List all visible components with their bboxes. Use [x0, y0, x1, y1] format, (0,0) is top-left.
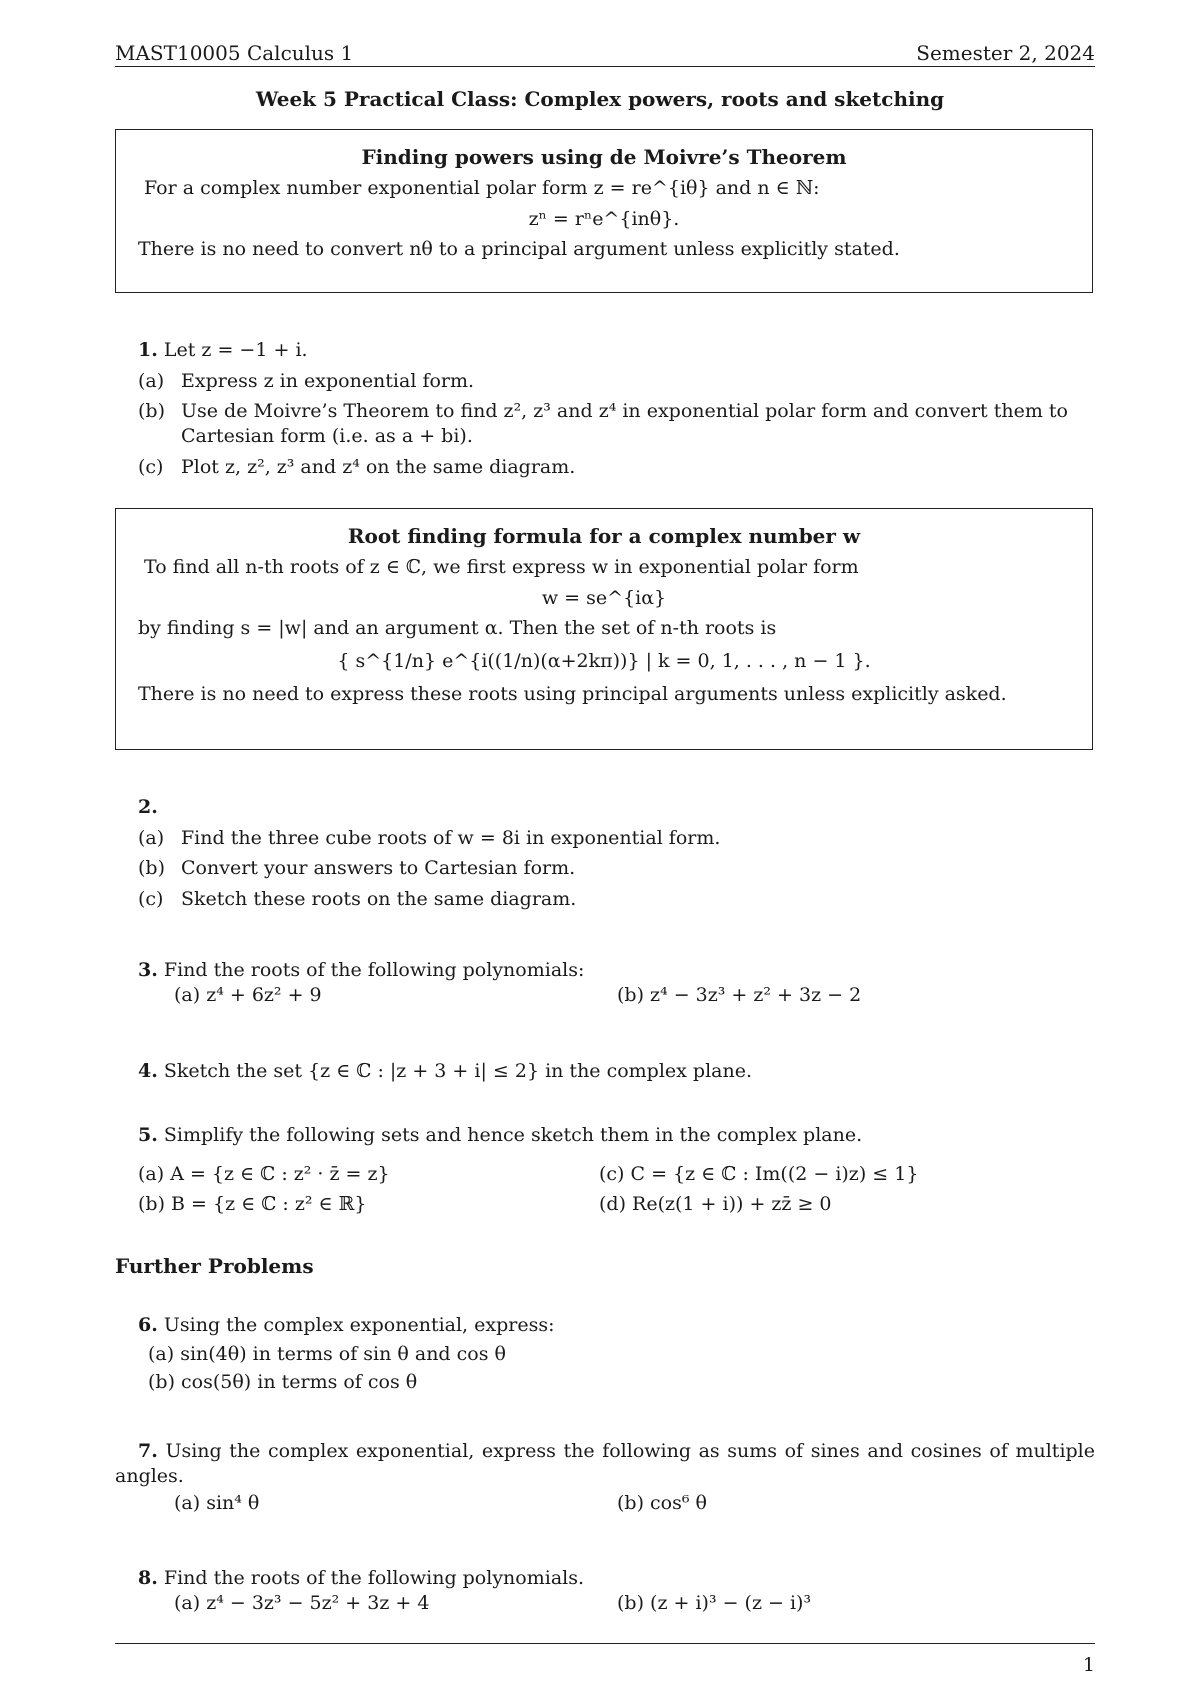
page-number: 1 — [1082, 1654, 1095, 1676]
q2-b-label: (b) — [138, 857, 165, 880]
box2-title: Root finding formula for a complex number w — [347, 524, 861, 548]
box1-title: Finding powers using de Moivre’s Theorem — [361, 145, 847, 169]
q6-part-b: (b) cos(5θ) in terms of cos θ — [148, 1371, 418, 1394]
q1-part-b — [138, 399, 1098, 448]
q8-number: 8. — [138, 1567, 158, 1589]
q8-part-b: (b) (z + i)³ − (z − i)³ — [617, 1591, 812, 1614]
q1-number: 1. — [138, 339, 158, 361]
question-2 — [138, 795, 1098, 912]
q3-part-b: (b) z⁴ − 3z³ + z² + 3z − 2 — [617, 983, 862, 1006]
q1-part-a — [138, 369, 1098, 394]
q2-part-a — [138, 826, 1098, 851]
q2-c-label: (c) — [138, 888, 164, 911]
q5-intro: Simplify the following sets and hence sketch them in the complex plane. — [163, 1124, 863, 1146]
q5-part-b: (b) B = {z ∈ ℂ : z² ∈ ℝ} — [138, 1193, 367, 1216]
q7-parts — [174, 1491, 1060, 1516]
course-code: MAST10005 Calculus 1 — [115, 41, 354, 65]
q1-b-label: (b) — [138, 400, 165, 423]
q1-a-text: Express z in exponential form. — [181, 369, 475, 392]
box1-line1: For a complex number exponential polar form z = re^{iθ} and n ∈ ℕ: — [144, 177, 820, 199]
box2-line2: by finding s = |w| and an argument α. Then the set of n-th roots is — [138, 617, 777, 640]
q8-parts — [174, 1591, 1098, 1616]
q5-part-a: (a) A = {z ∈ ℂ : z² · z̄ = z} — [138, 1162, 390, 1185]
root-finding-box — [115, 508, 1093, 750]
page-title: Week 5 Practical Class: Complex powers, roots and sketching — [255, 87, 945, 111]
q5-number: 5. — [138, 1124, 158, 1146]
question-3 — [138, 958, 1098, 1007]
box2-formula2: { s^{1/n} e^{i((1/n)(α+2kπ))} | k = 0, 1, . . . , n − 1 }. — [337, 650, 871, 673]
q6-intro: Using the complex exponential, express: — [163, 1314, 555, 1336]
q1-c-label: (c) — [138, 455, 164, 478]
q8-part-a: (a) z⁴ − 3z³ − 5z² + 3z + 4 — [174, 1591, 430, 1614]
box1-formula: zⁿ = rⁿe^{inθ}. — [528, 207, 680, 230]
q1-a-label: (a) — [138, 369, 165, 392]
question-7 — [115, 1439, 1095, 1488]
q4-number: 4. — [138, 1060, 158, 1082]
q7-part-b: (b) cos⁶ θ — [617, 1492, 707, 1514]
q3-number: 3. — [138, 959, 158, 981]
q2-number: 2. — [138, 796, 158, 818]
q5-part-c: (c) C = {z ∈ ℂ : Im((2 − i)z) ≤ 1} — [599, 1162, 919, 1185]
footer-rule — [115, 1643, 1095, 1644]
q4-text: Sketch the set {z ∈ ℂ : |z + 3 + i| ≤ 2} in the complex plane. — [163, 1060, 753, 1082]
q2-b-text: Convert your answers to Cartesian form. — [181, 857, 576, 880]
q7-number: 7. — [138, 1440, 158, 1462]
q7-intro: Using the complex exponential, express the following as sums of sines and cosines of multiple angles. — [115, 1440, 1096, 1487]
q8-intro: Find the roots of the following polynomials. — [163, 1567, 585, 1589]
q2-part-c — [138, 887, 1098, 912]
box1-line2: There is no need to convert nθ to a principal argument unless explicitly stated. — [138, 238, 900, 261]
q7-part-a: (a) sin⁴ θ — [174, 1492, 260, 1514]
question-4 — [138, 1059, 1098, 1084]
further-problems-heading: Further Problems — [115, 1254, 314, 1278]
q3-intro: Find the roots of the following polynomials: — [163, 959, 585, 981]
box2-line1: To find all n-th roots of z ∈ ℂ, we first express w in exponential polar form — [144, 556, 859, 578]
q1-c-text: Plot z, z², z³ and z⁴ on the same diagram. — [181, 455, 576, 478]
q1-part-c — [138, 455, 1098, 480]
q2-c-text: Sketch these roots on the same diagram. — [181, 888, 577, 911]
question-1 — [138, 338, 1098, 479]
box2-formula1: w = se^{iα} — [541, 586, 667, 609]
q6-part-a: (a) sin(4θ) in terms of sin θ and cos θ — [148, 1342, 506, 1365]
de-moivre-box — [115, 129, 1093, 293]
question-5 — [138, 1123, 1098, 1217]
q5-part-d: (d) Re(z(1 + i)) + zz̄ ≥ 0 — [599, 1193, 832, 1216]
q5-row2 — [138, 1192, 1098, 1217]
box2-line3: There is no need to express these roots using principal arguments unless explicitly asked. — [138, 682, 1007, 705]
semester: Semester 2, 2024 — [916, 41, 1095, 65]
q2-a-label: (a) — [138, 826, 165, 849]
q5-row1 — [138, 1162, 1098, 1187]
q2-a-text: Find the three cube roots of w = 8i in exponential form. — [181, 826, 721, 849]
header-rule — [115, 66, 1095, 67]
q1-b-text: Use de Moivre’s Theorem to find z², z³ and z⁴ in exponential polar form and convert them to Cartesian form (i.e. as a + bi). — [181, 400, 1068, 448]
q1-intro: Let z = −1 + i. — [163, 339, 308, 361]
q2-part-b — [138, 856, 1098, 881]
question-8 — [138, 1566, 1098, 1615]
q6-number: 6. — [138, 1314, 158, 1336]
question-6 — [138, 1313, 1098, 1395]
q3-part-a: (a) z⁴ + 6z² + 9 — [174, 983, 322, 1006]
q3-parts — [174, 983, 1098, 1008]
